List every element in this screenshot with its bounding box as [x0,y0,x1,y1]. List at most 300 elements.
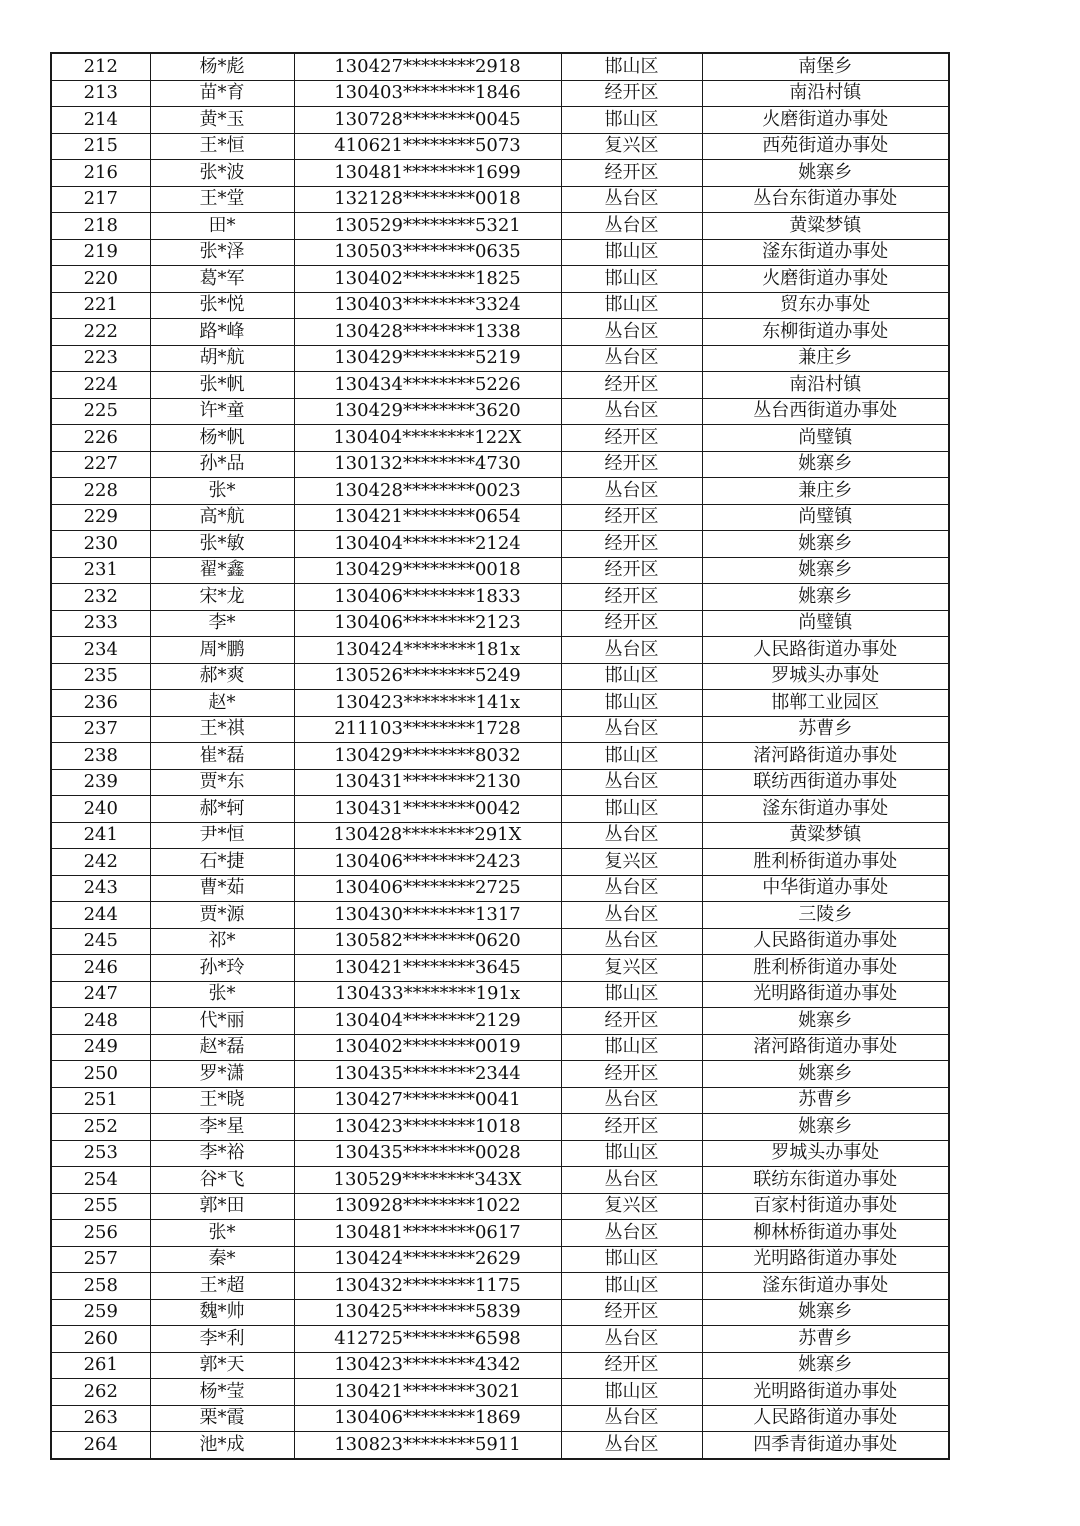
table-row [51,1061,949,1088]
cell-name: 魏*帅 [150,1299,294,1326]
cell-district: 经开区 [561,451,702,478]
cell-township: 苏曹乡 [702,1087,949,1114]
cell-name: 孙*品 [150,451,294,478]
cell-id-number: 130404********2129 [294,1008,561,1035]
table-row [51,213,949,240]
table-row [51,1299,949,1326]
cell-name: 田* [150,213,294,240]
cell-id-number: 130404********122X [294,425,561,452]
table-row [51,1167,949,1194]
cell-name: 张*波 [150,160,294,187]
table-row [51,345,949,372]
cell-name: 王*祺 [150,716,294,743]
cell-district: 丛台区 [561,213,702,240]
cell-name: 张* [150,981,294,1008]
table-row [51,769,949,796]
cell-serial-number: 248 [51,1008,150,1035]
cell-id-number: 130435********2344 [294,1061,561,1088]
cell-name: 李* [150,610,294,637]
cell-district: 邯山区 [561,1273,702,1300]
cell-serial-number: 262 [51,1379,150,1406]
cell-serial-number: 238 [51,743,150,770]
cell-id-number: 130430********1317 [294,902,561,929]
cell-name: 贾*源 [150,902,294,929]
cell-id-number: 130526********5249 [294,663,561,690]
cell-id-number: 130421********0654 [294,504,561,531]
cell-township: 人民路街道办事处 [702,928,949,955]
cell-serial-number: 215 [51,133,150,160]
cell-district: 丛台区 [561,1220,702,1247]
table-row [51,478,949,505]
cell-district: 邯山区 [561,1034,702,1061]
cell-serial-number: 221 [51,292,150,319]
cell-township: 兼庄乡 [702,345,949,372]
cell-township: 苏曹乡 [702,716,949,743]
table-row [51,80,949,107]
cell-district: 邯山区 [561,53,702,80]
cell-serial-number: 220 [51,266,150,293]
cell-id-number: 130404********2124 [294,531,561,558]
cell-serial-number: 254 [51,1167,150,1194]
cell-name: 张*敏 [150,531,294,558]
cell-serial-number: 214 [51,107,150,134]
table-row [51,663,949,690]
roster-table-body [51,53,949,1459]
cell-district: 丛台区 [561,398,702,425]
cell-serial-number: 223 [51,345,150,372]
cell-serial-number: 249 [51,1034,150,1061]
cell-district: 邯山区 [561,239,702,266]
roster-table [50,52,950,1460]
cell-name: 王*超 [150,1273,294,1300]
cell-name: 尹*恒 [150,822,294,849]
cell-township: 黄粱梦镇 [702,213,949,240]
cell-township: 联纺西街道办事处 [702,769,949,796]
cell-serial-number: 239 [51,769,150,796]
table-row [51,1034,949,1061]
cell-name: 路*峰 [150,319,294,346]
table-row [51,610,949,637]
cell-township: 黄粱梦镇 [702,822,949,849]
cell-id-number: 130431********0042 [294,796,561,823]
table-row [51,292,949,319]
cell-name: 王*堂 [150,186,294,213]
cell-district: 丛台区 [561,637,702,664]
cell-township: 渚河路街道办事处 [702,1034,949,1061]
table-row [51,849,949,876]
cell-name: 李*星 [150,1114,294,1141]
cell-district: 经开区 [561,425,702,452]
cell-district: 丛台区 [561,319,702,346]
cell-name: 杨*莹 [150,1379,294,1406]
cell-id-number: 130428********291X [294,822,561,849]
cell-serial-number: 213 [51,80,150,107]
cell-serial-number: 242 [51,849,150,876]
cell-serial-number: 250 [51,1061,150,1088]
cell-id-number: 130582********0620 [294,928,561,955]
cell-district: 丛台区 [561,822,702,849]
cell-serial-number: 222 [51,319,150,346]
cell-id-number: 130481********0617 [294,1220,561,1247]
cell-name: 郭*天 [150,1352,294,1379]
cell-serial-number: 232 [51,584,150,611]
cell-township: 姚寨乡 [702,1352,949,1379]
cell-name: 杨*帆 [150,425,294,452]
cell-serial-number: 227 [51,451,150,478]
cell-serial-number: 233 [51,610,150,637]
cell-id-number: 130728********0045 [294,107,561,134]
cell-name: 王*晓 [150,1087,294,1114]
cell-district: 丛台区 [561,769,702,796]
cell-name: 翟*鑫 [150,557,294,584]
cell-id-number: 130429********0018 [294,557,561,584]
cell-name: 苗*育 [150,80,294,107]
cell-serial-number: 212 [51,53,150,80]
cell-name: 张* [150,1220,294,1247]
cell-township: 邯郸工业园区 [702,690,949,717]
cell-serial-number: 255 [51,1193,150,1220]
cell-id-number: 130823********5911 [294,1432,561,1459]
cell-name: 代*丽 [150,1008,294,1035]
cell-name: 池*成 [150,1432,294,1459]
cell-district: 邯山区 [561,1140,702,1167]
cell-name: 张*帆 [150,372,294,399]
table-row [51,902,949,929]
cell-serial-number: 253 [51,1140,150,1167]
table-row [51,1246,949,1273]
cell-name: 曹*茹 [150,875,294,902]
cell-id-number: 130424********181x [294,637,561,664]
cell-serial-number: 237 [51,716,150,743]
table-row [51,53,949,80]
cell-district: 经开区 [561,372,702,399]
cell-township: 姚寨乡 [702,557,949,584]
table-row [51,319,949,346]
cell-name: 秦* [150,1246,294,1273]
cell-id-number: 130403********1846 [294,80,561,107]
cell-district: 经开区 [561,1299,702,1326]
cell-id-number: 130481********1699 [294,160,561,187]
cell-name: 赵*磊 [150,1034,294,1061]
cell-id-number: 130425********5839 [294,1299,561,1326]
cell-district: 丛台区 [561,1405,702,1432]
cell-serial-number: 231 [51,557,150,584]
cell-district: 邯山区 [561,690,702,717]
cell-serial-number: 225 [51,398,150,425]
cell-district: 经开区 [561,1114,702,1141]
cell-township: 东柳街道办事处 [702,319,949,346]
cell-serial-number: 219 [51,239,150,266]
table-row [51,981,949,1008]
cell-district: 经开区 [561,610,702,637]
cell-name: 贾*东 [150,769,294,796]
cell-name: 张* [150,478,294,505]
table-row [51,1008,949,1035]
table-row [51,1352,949,1379]
cell-serial-number: 247 [51,981,150,1008]
cell-id-number: 130423********141x [294,690,561,717]
cell-serial-number: 252 [51,1114,150,1141]
cell-district: 邯山区 [561,107,702,134]
cell-serial-number: 235 [51,663,150,690]
cell-township: 百家村街道办事处 [702,1193,949,1220]
cell-district: 邯山区 [561,981,702,1008]
cell-district: 丛台区 [561,716,702,743]
cell-name: 周*鹏 [150,637,294,664]
cell-township: 姚寨乡 [702,1299,949,1326]
cell-district: 经开区 [561,504,702,531]
cell-township: 尚璧镇 [702,504,949,531]
table-row [51,796,949,823]
cell-serial-number: 228 [51,478,150,505]
cell-district: 经开区 [561,160,702,187]
cell-name: 黄*玉 [150,107,294,134]
cell-name: 张*悦 [150,292,294,319]
cell-serial-number: 217 [51,186,150,213]
cell-id-number: 130529********343X [294,1167,561,1194]
cell-serial-number: 257 [51,1246,150,1273]
cell-name: 郝*爽 [150,663,294,690]
cell-township: 滏东街道办事处 [702,1273,949,1300]
cell-name: 李*利 [150,1326,294,1353]
table-row [51,107,949,134]
table-row [51,398,949,425]
cell-township: 西苑街道办事处 [702,133,949,160]
cell-id-number: 211103********1728 [294,716,561,743]
cell-township: 联纺东街道办事处 [702,1167,949,1194]
cell-district: 经开区 [561,531,702,558]
table-row [51,1220,949,1247]
table-row [51,928,949,955]
cell-township: 四季青街道办事处 [702,1432,949,1459]
table-row [51,239,949,266]
cell-id-number: 130433********191x [294,981,561,1008]
cell-id-number: 130424********2629 [294,1246,561,1273]
table-row [51,1326,949,1353]
table-row [51,451,949,478]
cell-township: 滏东街道办事处 [702,796,949,823]
cell-id-number: 130402********1825 [294,266,561,293]
cell-district: 丛台区 [561,1087,702,1114]
cell-id-number: 130529********5321 [294,213,561,240]
cell-name: 崔*磊 [150,743,294,770]
cell-district: 丛台区 [561,1432,702,1459]
table-row [51,1114,949,1141]
cell-id-number: 130435********0028 [294,1140,561,1167]
cell-id-number: 130429********3620 [294,398,561,425]
cell-township: 光明路街道办事处 [702,1379,949,1406]
cell-id-number: 130428********0023 [294,478,561,505]
cell-id-number: 130421********3021 [294,1379,561,1406]
cell-district: 经开区 [561,557,702,584]
cell-township: 兼庄乡 [702,478,949,505]
cell-name: 罗*潇 [150,1061,294,1088]
table-row [51,372,949,399]
cell-name: 郭*田 [150,1193,294,1220]
cell-name: 王*恒 [150,133,294,160]
cell-district: 丛台区 [561,478,702,505]
table-row [51,955,949,982]
cell-township: 姚寨乡 [702,531,949,558]
table-row [51,160,949,187]
cell-district: 丛台区 [561,1326,702,1353]
cell-id-number: 130427********2918 [294,53,561,80]
cell-district: 丛台区 [561,928,702,955]
cell-name: 孙*玲 [150,955,294,982]
cell-serial-number: 251 [51,1087,150,1114]
cell-district: 经开区 [561,584,702,611]
cell-township: 罗城头办事处 [702,663,949,690]
cell-serial-number: 234 [51,637,150,664]
table-row [51,531,949,558]
cell-serial-number: 216 [51,160,150,187]
cell-township: 光明路街道办事处 [702,1246,949,1273]
cell-name: 高*航 [150,504,294,531]
cell-name: 宋*龙 [150,584,294,611]
cell-id-number: 130928********1022 [294,1193,561,1220]
cell-id-number: 130429********8032 [294,743,561,770]
table-row [51,1140,949,1167]
cell-district: 邯山区 [561,743,702,770]
cell-township: 丛台东街道办事处 [702,186,949,213]
cell-id-number: 130434********5226 [294,372,561,399]
cell-id-number: 130406********2423 [294,849,561,876]
cell-township: 胜利桥街道办事处 [702,849,949,876]
cell-name: 杨*彪 [150,53,294,80]
cell-name: 祁* [150,928,294,955]
cell-serial-number: 264 [51,1432,150,1459]
cell-township: 南堡乡 [702,53,949,80]
cell-id-number: 130423********1018 [294,1114,561,1141]
cell-id-number: 130428********1338 [294,319,561,346]
cell-township: 南沿村镇 [702,372,949,399]
cell-township: 火磨街道办事处 [702,266,949,293]
cell-name: 赵* [150,690,294,717]
cell-serial-number: 243 [51,875,150,902]
table-row [51,186,949,213]
table-row [51,557,949,584]
cell-serial-number: 230 [51,531,150,558]
cell-serial-number: 236 [51,690,150,717]
cell-township: 胜利桥街道办事处 [702,955,949,982]
cell-township: 贸东办事处 [702,292,949,319]
cell-id-number: 130406********2123 [294,610,561,637]
cell-serial-number: 245 [51,928,150,955]
cell-township: 三陵乡 [702,902,949,929]
table-row [51,743,949,770]
cell-id-number: 410621********5073 [294,133,561,160]
cell-serial-number: 224 [51,372,150,399]
cell-township: 人民路街道办事处 [702,637,949,664]
cell-id-number: 412725********6598 [294,1326,561,1353]
cell-serial-number: 260 [51,1326,150,1353]
cell-district: 经开区 [561,80,702,107]
table-row [51,716,949,743]
cell-id-number: 130132********4730 [294,451,561,478]
cell-name: 许*童 [150,398,294,425]
table-row [51,875,949,902]
cell-id-number: 130427********0041 [294,1087,561,1114]
cell-township: 罗城头办事处 [702,1140,949,1167]
cell-name: 张*泽 [150,239,294,266]
cell-township: 姚寨乡 [702,1114,949,1141]
cell-district: 丛台区 [561,1167,702,1194]
cell-serial-number: 261 [51,1352,150,1379]
cell-id-number: 130421********3645 [294,955,561,982]
table-row [51,1273,949,1300]
cell-township: 姚寨乡 [702,584,949,611]
cell-id-number: 130431********2130 [294,769,561,796]
cell-name: 胡*航 [150,345,294,372]
cell-serial-number: 240 [51,796,150,823]
cell-township: 中华街道办事处 [702,875,949,902]
cell-township: 丛台西街道办事处 [702,398,949,425]
cell-district: 邯山区 [561,796,702,823]
cell-id-number: 130403********3324 [294,292,561,319]
cell-district: 邯山区 [561,292,702,319]
cell-township: 渚河路街道办事处 [702,743,949,770]
cell-township: 姚寨乡 [702,160,949,187]
cell-district: 丛台区 [561,345,702,372]
cell-id-number: 130429********5219 [294,345,561,372]
cell-district: 丛台区 [561,902,702,929]
cell-township: 光明路街道办事处 [702,981,949,1008]
cell-serial-number: 263 [51,1405,150,1432]
cell-township: 尚璧镇 [702,610,949,637]
table-row [51,690,949,717]
cell-serial-number: 256 [51,1220,150,1247]
table-row [51,1379,949,1406]
cell-district: 复兴区 [561,133,702,160]
cell-serial-number: 241 [51,822,150,849]
cell-township: 柳林桥街道办事处 [702,1220,949,1247]
cell-district: 邯山区 [561,266,702,293]
table-row [51,1087,949,1114]
cell-serial-number: 246 [51,955,150,982]
cell-name: 石*捷 [150,849,294,876]
cell-id-number: 130406********1833 [294,584,561,611]
cell-id-number: 130503********0635 [294,239,561,266]
cell-id-number: 130423********4342 [294,1352,561,1379]
cell-serial-number: 226 [51,425,150,452]
cell-township: 姚寨乡 [702,451,949,478]
table-row [51,1193,949,1220]
table-row [51,133,949,160]
cell-township: 滏东街道办事处 [702,239,949,266]
cell-district: 经开区 [561,1061,702,1088]
cell-name: 郝*轲 [150,796,294,823]
table-row [51,637,949,664]
cell-serial-number: 229 [51,504,150,531]
cell-id-number: 130406********1869 [294,1405,561,1432]
cell-name: 栗*霞 [150,1405,294,1432]
cell-id-number: 132128********0018 [294,186,561,213]
cell-serial-number: 259 [51,1299,150,1326]
cell-serial-number: 218 [51,213,150,240]
cell-serial-number: 244 [51,902,150,929]
cell-district: 邯山区 [561,663,702,690]
table-row [51,504,949,531]
table-row [51,1432,949,1459]
cell-id-number: 130402********0019 [294,1034,561,1061]
cell-township: 姚寨乡 [702,1061,949,1088]
cell-district: 丛台区 [561,186,702,213]
table-row [51,266,949,293]
cell-name: 葛*军 [150,266,294,293]
cell-township: 尚璧镇 [702,425,949,452]
cell-district: 邯山区 [561,1246,702,1273]
cell-district: 复兴区 [561,1193,702,1220]
